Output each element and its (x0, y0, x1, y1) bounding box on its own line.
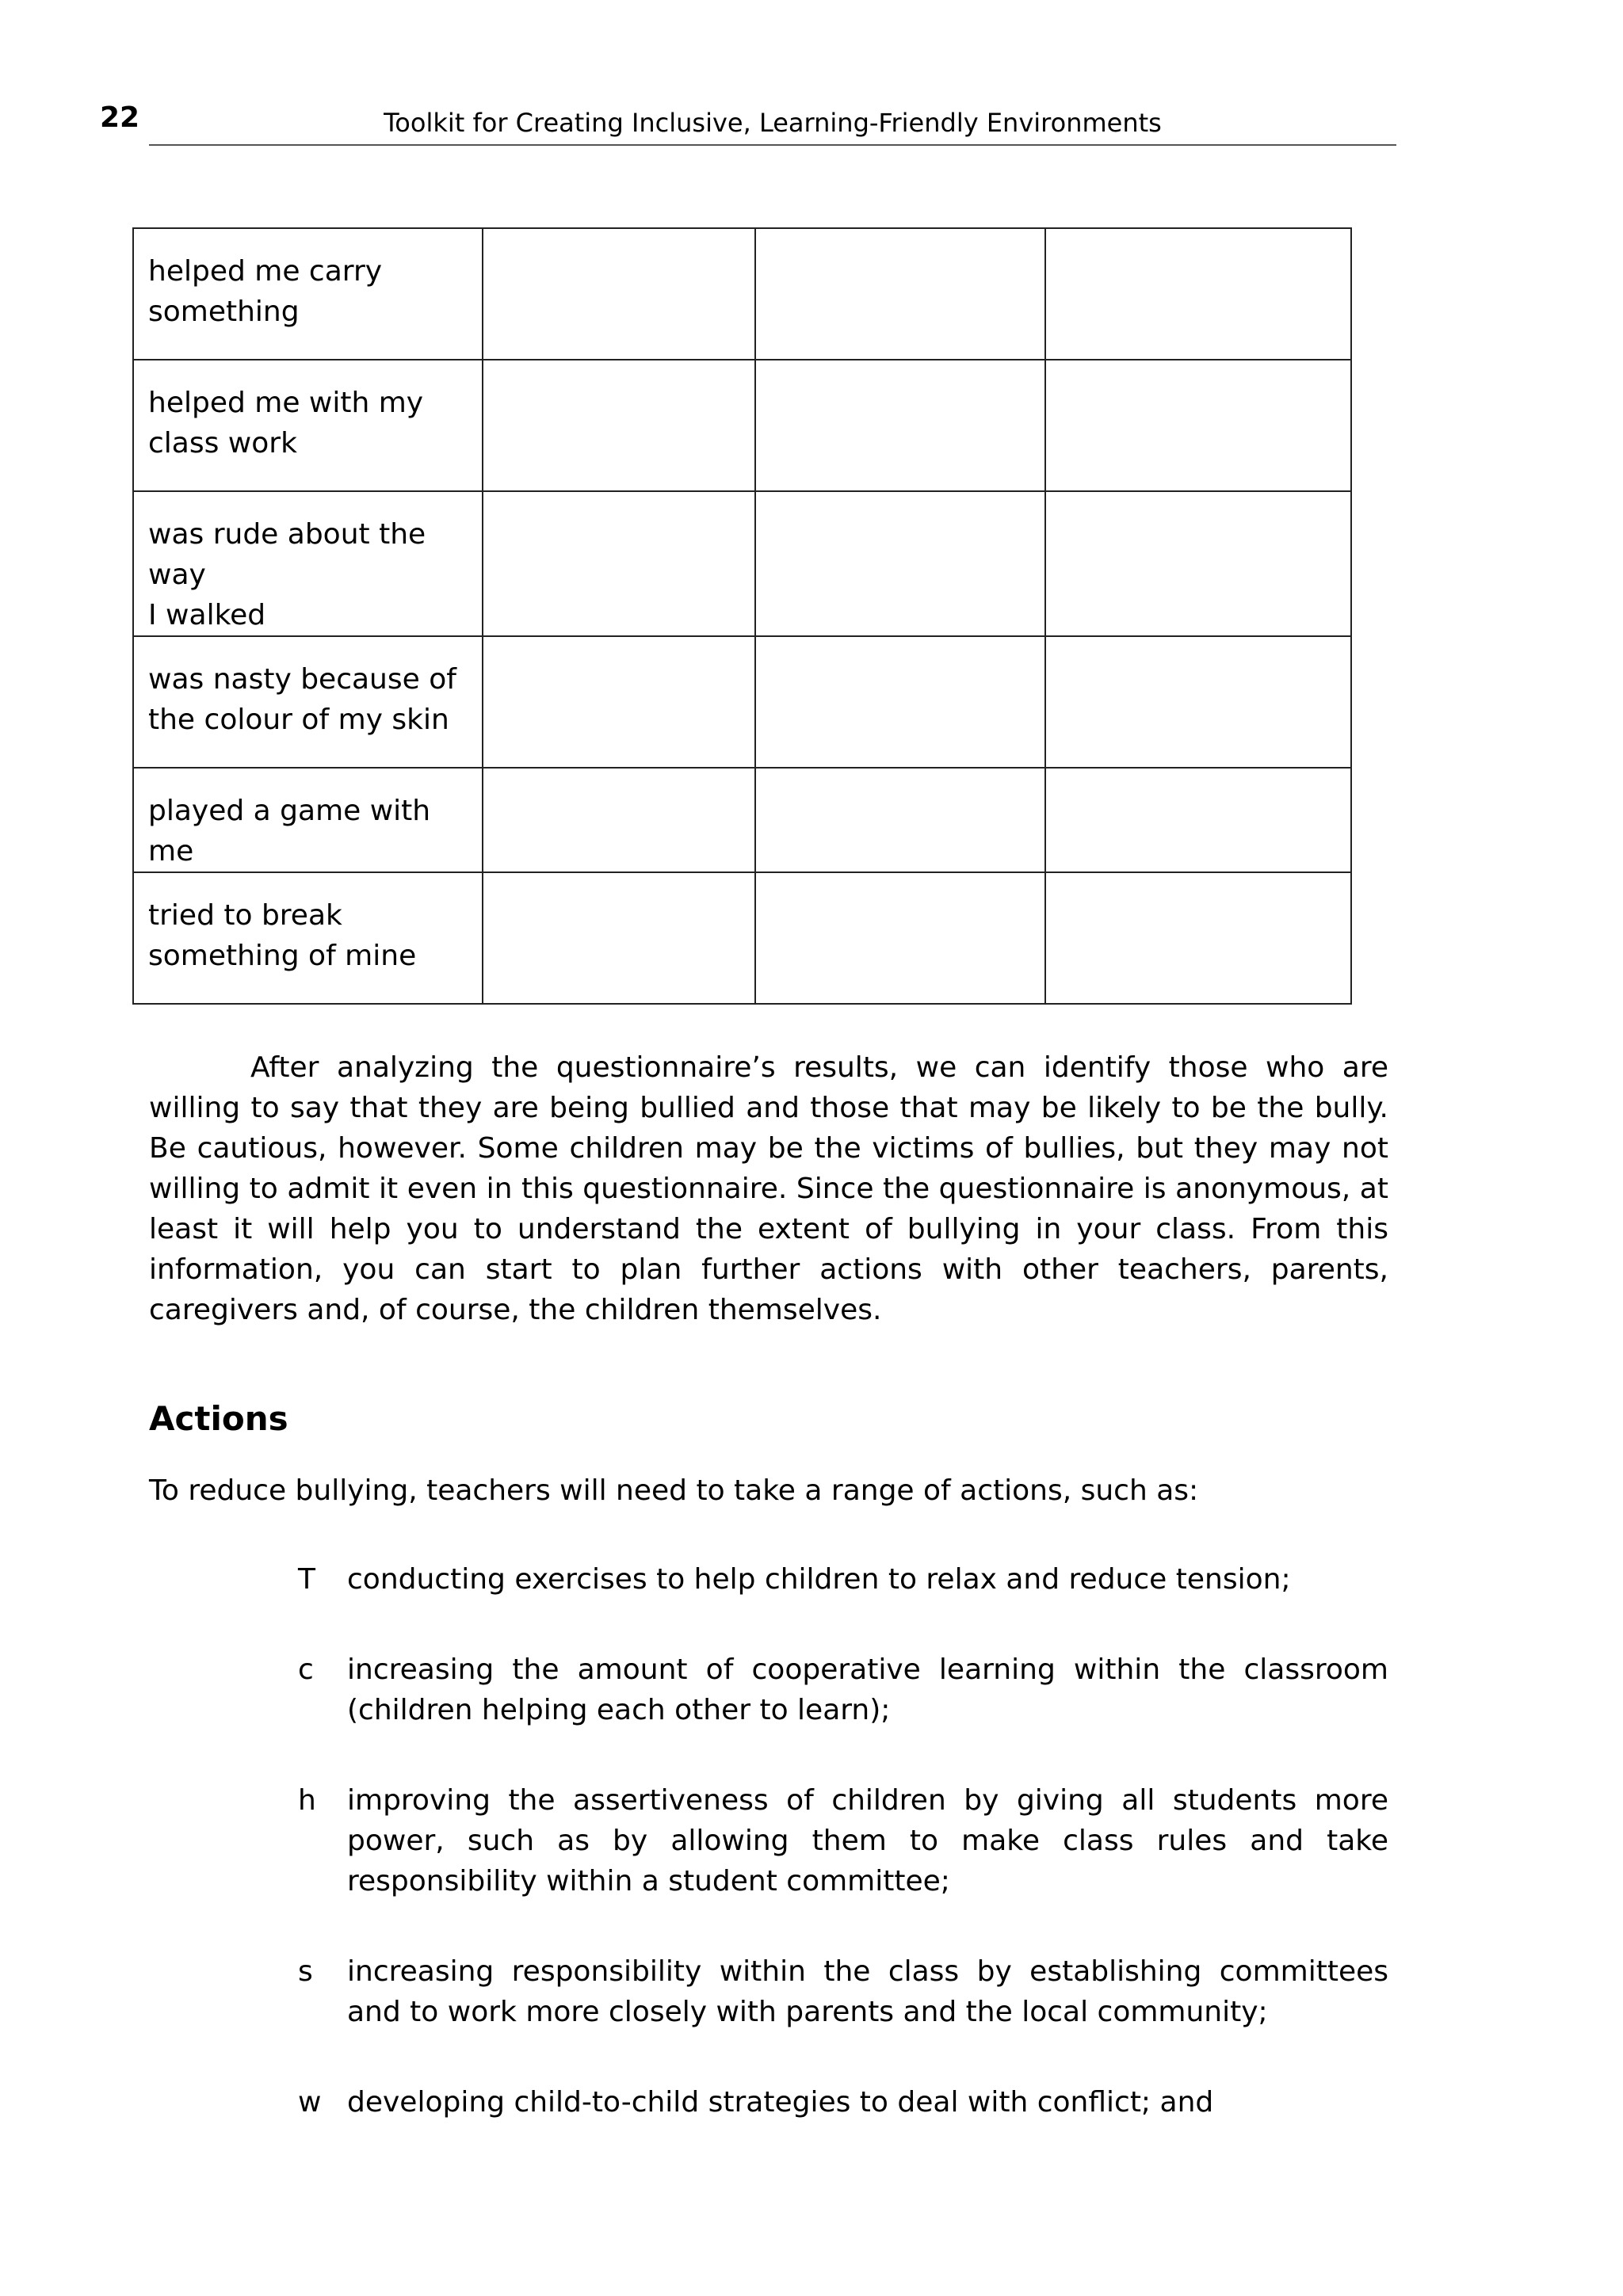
row-label-line1: helped me with my (148, 387, 424, 419)
row-label-line2: the colour of my skin (148, 704, 449, 736)
body-paragraph: After analyzing the questionnaire’s results, we can identify those who are willing to say that they are being bullied and those that may be likely to be the bully. Be cautious, however. Some children may be the victims of bullies, but they may not willing to admit it even in this questionnaire. Since the questionnaire is anonymous, at least it will help you to understand the extent of bullying in your class. From this information, you can start to plan further actions with other teachers, parents, caregivers and, of course, the children themselves. (149, 1051, 1388, 1326)
row-label-cell (133, 768, 483, 872)
response-cell (755, 768, 1045, 872)
list-item (293, 2082, 1388, 2122)
row-label-cell (133, 636, 483, 768)
response-cell (1045, 872, 1351, 1004)
bullet-marker: s (298, 1955, 313, 1988)
row-label-cell (133, 872, 483, 1004)
response-cell (483, 768, 755, 872)
response-cell (1045, 768, 1351, 872)
action-list (293, 1559, 1388, 2172)
response-cell (1045, 636, 1351, 768)
response-cell (483, 491, 755, 636)
row-label-cell (133, 228, 483, 360)
row-label-line1: helped me carry (148, 255, 383, 288)
list-item (293, 1780, 1388, 1901)
row-label-cell (133, 491, 483, 636)
response-cell (755, 491, 1045, 636)
row-label-cell (133, 360, 483, 491)
row-label-line1: played a game with me (148, 795, 431, 868)
response-cell (483, 636, 755, 768)
list-item (293, 1951, 1388, 2032)
list-item-text: developing child-to-child strategies to deal with conflict; and (347, 2086, 1214, 2119)
running-header: Toolkit for Creating Inclusive, Learning-Friendly Environments (384, 108, 1162, 138)
response-cell (755, 872, 1045, 1004)
bullet-marker: w (298, 2086, 322, 2119)
response-cell (755, 228, 1045, 360)
page-number: 22 (100, 101, 140, 134)
row-label-line1: tried to break (148, 899, 342, 932)
list-item-text: increasing the amount of cooperative learning within the classroom (children helping each other to learn); (347, 1653, 1388, 1726)
table-row (133, 636, 1351, 768)
list-item (293, 1650, 1388, 1730)
table-row (133, 491, 1351, 636)
response-cell (483, 228, 755, 360)
table-row (133, 360, 1351, 491)
section-heading: Actions (149, 1399, 288, 1438)
list-item-text: conducting exercises to help children to relax and reduce tension; (347, 1563, 1291, 1596)
response-cell (1045, 491, 1351, 636)
row-label-line2: I walked (148, 599, 266, 631)
list-item-text: improving the assertiveness of children by giving all students more power, such as by allowing them to make class rules and take responsibility within a student committee; (347, 1784, 1388, 1897)
table-row (133, 872, 1351, 1004)
list-item (293, 1559, 1388, 1600)
row-label-line1: was nasty because of (148, 663, 456, 696)
bullet-marker: T (298, 1563, 315, 1596)
row-label-line1: was rude about the way (148, 518, 426, 591)
list-item-text: increasing responsibility within the class by establishing committees and to work more closely with parents and the local community; (347, 1955, 1388, 2028)
bullet-marker: h (298, 1784, 316, 1817)
row-label-line2: class work (148, 427, 297, 460)
bullet-marker: c (298, 1653, 314, 1686)
response-cell (483, 872, 755, 1004)
response-cell (755, 360, 1045, 491)
row-label-line2: something of mine (148, 940, 417, 972)
table-row (133, 228, 1351, 360)
response-cell (1045, 228, 1351, 360)
row-label-line2: something (148, 296, 300, 328)
header-rule (149, 144, 1396, 146)
response-cell (755, 636, 1045, 768)
survey-table (132, 227, 1352, 1005)
response-cell (483, 360, 755, 491)
table-row (133, 768, 1351, 872)
actions-intro: To reduce bullying, teachers will need to take a range of actions, such as: (149, 1474, 1199, 1507)
response-cell (1045, 360, 1351, 491)
